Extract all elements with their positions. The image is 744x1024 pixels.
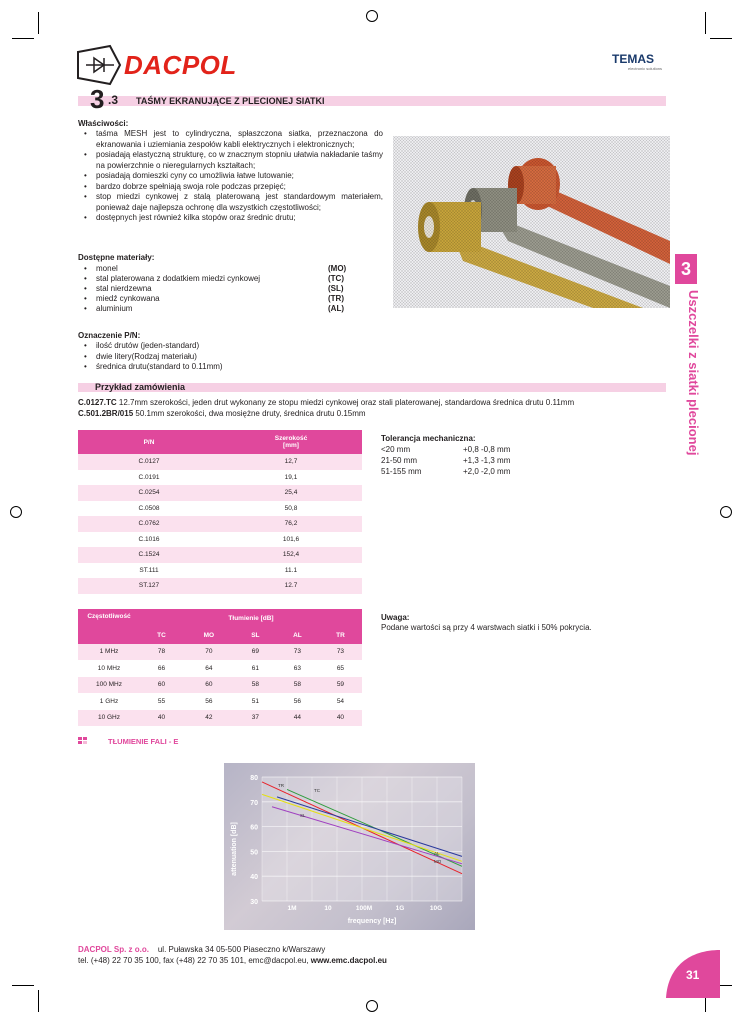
- side-section-label: Uszczelki z siatki plecionej: [686, 290, 701, 456]
- table-row: C.0508 50,8: [78, 501, 362, 517]
- section-number: 3: [90, 84, 105, 114]
- example-line: C.0127.TC 12.7mm szerokości, jeden drut wykonany ze stopu miedzi cynkowej oraz stali platerowanej, standardowa średnica drutu 0.11mm: [78, 398, 575, 407]
- table-row: ST.111 11.1: [78, 563, 362, 579]
- table-row: C.0191 19,1: [78, 470, 362, 486]
- list-item: • średnica drutu(standard to 0.11mm): [78, 362, 378, 373]
- section-title: TAŚMY EKRANUJĄCE Z PLECIONEJ SIATKI: [136, 96, 325, 106]
- table-row: 10 GHz 40 42 37 44 40: [78, 710, 362, 727]
- table-header: AL: [276, 627, 319, 644]
- chart-x-tick-label: 1M: [287, 905, 297, 912]
- attenuation-table: [78, 609, 362, 726]
- list-item: <20 mm +0,8 -0,8 mm: [381, 445, 511, 454]
- dacpol-logo-icon: [76, 44, 122, 86]
- table-row: C.0762 76,2: [78, 516, 362, 532]
- chart-x-tick-label: 10: [324, 905, 332, 912]
- attenuation-label: TŁUMIENIE FALI - E: [108, 737, 179, 746]
- table-header: MO: [183, 627, 235, 644]
- table-header: Tłumienie [dB]: [140, 609, 362, 627]
- list-item: • taśma MESH jest to cylindryczna, spłaszczona siatka, przeznaczona do ekranowania i uziemiania zespołów kabli elektrycznych i elektronicznych;: [78, 129, 383, 150]
- table-header: P/N: [78, 430, 220, 454]
- chart-legend-label: MO: [434, 859, 442, 864]
- chart-x-tick-label: 10G: [429, 905, 443, 912]
- list-item: • monel (MO): [84, 264, 347, 273]
- note-heading: Uwaga:: [381, 613, 410, 622]
- attenuation-chart: [224, 763, 475, 930]
- side-section-number: 3: [675, 254, 697, 284]
- chart-legend-label: SL: [300, 813, 306, 818]
- table-row: C.1524 152,4: [78, 547, 362, 563]
- tolerance-list: [381, 444, 541, 477]
- crop-mark: [38, 990, 39, 1012]
- table-header: Częstotliwość: [78, 609, 140, 644]
- example-title: Przykład zamówienia: [95, 382, 186, 392]
- crop-mark: [12, 38, 34, 39]
- crop-mark: [705, 12, 706, 34]
- chart-legend-label: AL: [434, 851, 440, 856]
- pn-heading: Oznaczenie P/N:: [78, 331, 141, 340]
- table-header: Szerokość [mm]: [220, 430, 362, 454]
- chart-y-tick-label: 60: [250, 824, 258, 832]
- table-row: 100 MHz 60 60 58 58 59: [78, 677, 362, 694]
- registration-mark: [720, 506, 732, 518]
- tolerance-heading: Tolerancja mechaniczna:: [381, 434, 476, 443]
- brand-name: DACPOL: [124, 50, 237, 80]
- registration-mark: [366, 1000, 378, 1012]
- crop-mark: [38, 12, 39, 34]
- list-item: • stop miedzi cynkowej z stalą platerowaną jest standardowym materiałem, ponieważ daje najlepsza ochronę dla wszystkich częstotliwości;: [78, 192, 383, 213]
- table-header: SL: [235, 627, 276, 644]
- list-item: • dwie litery(Rodzaj materiału): [78, 352, 378, 363]
- list-item: • posiadają elastyczną strukturę, co w znacznym stopniu ułatwia nakładanie taśmy na powierzchnie o nieregularnych kształtach;: [78, 150, 383, 171]
- list-item: 21-50 mm +1,3 -1,3 mm: [381, 456, 511, 465]
- list-item: • ilość drutów (jeden-standard): [78, 341, 378, 352]
- chart-legend-label: TC: [314, 788, 320, 793]
- materials-block: [78, 253, 378, 314]
- registration-mark: [366, 10, 378, 22]
- list-item: 51-155 mm +2,0 -2,0 mm: [381, 467, 511, 476]
- chart-y-tick-label: 50: [250, 849, 258, 857]
- footer-contact-line: tel. (+48) 22 70 35 100, fax (+48) 22 70 35 101, emc@dacpol.eu, www.emc.dacpol.eu: [78, 956, 387, 965]
- note-text: Podane wartości są przy 4 warstwach siatki i 50% pokrycia.: [381, 623, 592, 632]
- materials-heading: Dostępne materiały:: [78, 253, 155, 262]
- list-item: • dostępnych jest również kilka stopów oraz średnic drutu;: [78, 213, 383, 224]
- product-photo: [393, 136, 670, 308]
- properties-heading: Właściwości:: [78, 119, 129, 128]
- list-item: • stal nierdzewna (SL): [84, 284, 344, 293]
- partner-subtitle: electronic solutions: [628, 66, 663, 71]
- pn-block: [78, 331, 378, 373]
- table-header: TC: [140, 627, 183, 644]
- table-row: 1 GHz 55 56 51 56 54: [78, 693, 362, 710]
- chart-x-tick-label: 1G: [395, 905, 405, 912]
- partner-logo: TEMAS: [612, 52, 654, 66]
- list-item: • stal platerowana z dodatkiem miedzi cynkowej (TC): [84, 274, 344, 283]
- table-row: C.1016 101,6: [78, 532, 362, 548]
- chart-container: [224, 763, 475, 930]
- section-subnumber: .3: [108, 93, 119, 107]
- example-line: C.501.2BR/015 50.1mm szerokości, dwa mosiężne druty, średnica drutu 0.15mm: [78, 409, 366, 418]
- chart-x-tick-label: 100M: [355, 905, 373, 912]
- width-table: [78, 430, 362, 594]
- table-header: TR: [319, 627, 362, 644]
- grid-icon: [78, 737, 88, 745]
- table-row: 10 MHz 66 64 61 63 65: [78, 660, 362, 677]
- chart-legend-label: TR: [278, 783, 284, 788]
- list-item: • aluminium (AL): [84, 304, 344, 313]
- crop-mark: [12, 985, 34, 986]
- registration-mark: [10, 506, 22, 518]
- chart-y-tick-label: 70: [250, 799, 258, 807]
- properties-block: [78, 119, 383, 224]
- table-row: C.0254 25,4: [78, 485, 362, 501]
- list-item: • miedź cynkowana (TR): [84, 294, 344, 303]
- list-item: • posiadają domieszki cyny co umożliwia łatwe lutowanie;: [78, 171, 383, 182]
- crop-mark: [710, 38, 732, 39]
- chart-y-axis-label: attenuation [dB]: [231, 822, 238, 876]
- chart-y-tick-label: 40: [250, 874, 258, 882]
- list-item: • bardzo dobrze spełniają swoja role podczas przepięć;: [78, 182, 383, 193]
- chart-y-tick-label: 80: [250, 775, 258, 782]
- chart-y-tick-label: 30: [250, 899, 258, 906]
- footer-address-line: DACPOL Sp. z o.o. ul. Puławska 34 05-500 Piaseczno k/Warszawy: [78, 945, 326, 954]
- page-number: 31: [686, 968, 700, 982]
- table-row: C.0127 12,7: [78, 454, 362, 470]
- table-row: 1 MHz 78 70 69 73 73: [78, 644, 362, 661]
- table-row: ST.127 12.7: [78, 578, 362, 594]
- chart-x-axis-label: frequency [Hz]: [347, 918, 397, 925]
